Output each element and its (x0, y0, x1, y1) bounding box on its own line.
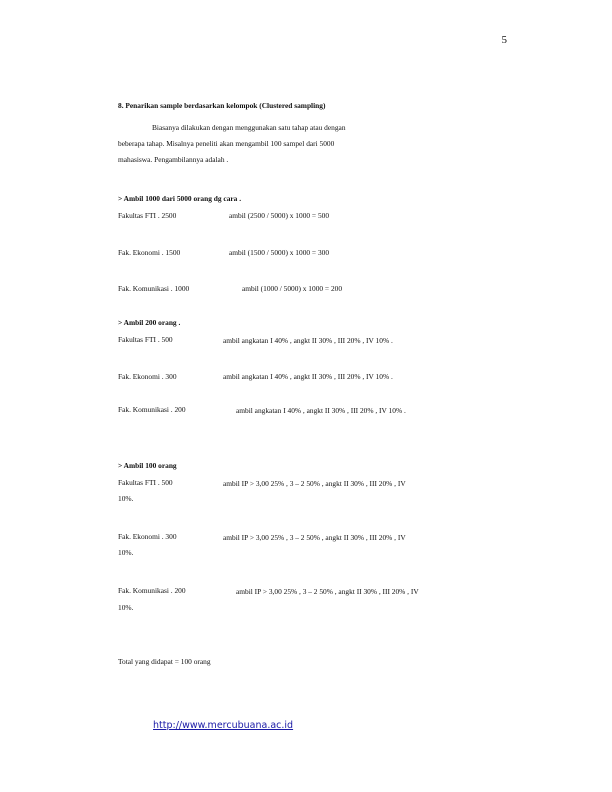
paragraph-line-2: beberapa tahap. Misalnya peneliti akan mengambil 100 sampel dari 5000 (118, 139, 335, 148)
section-heading: 8. Penarikan sample berdasarkan kelompok (Clustered sampling) (118, 101, 326, 110)
paragraph-line-3: mahasiswa. Pengambilannya adalah . (118, 155, 229, 164)
footer-link[interactable]: http://www.mercubuana.ac.id (153, 720, 294, 731)
step1-row-3-calc: ambil (1000 / 5000) x 1000 = 200 (242, 284, 343, 293)
step1-row-1-calc: ambil (2500 / 5000) x 1000 = 500 (229, 211, 330, 220)
paragraph-line-1: Biasanya dilakukan dengan menggunakan satu tahap atau dengan (152, 123, 346, 132)
step1-row-2-calc: ambil (1500 / 5000) x 1000 = 300 (229, 248, 330, 257)
step3-row-3-label: Fak. Komunikasi . 200 (118, 586, 186, 595)
step2-row-2-label: Fak. Ekonomi . 300 (118, 372, 177, 381)
step3-row-1-calc: ambil IP > 3,00 25% , 3 – 2 50% , angkt II 30% , III 20% , IV (223, 479, 406, 488)
step3-heading: > Ambil 100 orang (118, 461, 177, 470)
step3-row-2-calc: ambil IP > 3,00 25% , 3 – 2 50% , angkt II 30% , III 20% , IV (223, 533, 406, 542)
step2-row-3-calc: ambil angkatan I 40% , angkt II 30% , III 20% , IV 10% . (236, 406, 406, 415)
step2-heading: > Ambil 200 orang . (118, 318, 181, 327)
total-line: Total yang didapat = 100 orang (118, 657, 211, 666)
step2-row-1-calc: ambil angkatan I 40% , angkt II 30% , III 20% , IV 10% . (223, 336, 393, 345)
step2-row-1-label: Fakultas FTI . 500 (118, 335, 173, 344)
step3-row-2-wrap: 10%. (118, 548, 134, 557)
step1-row-1-label: Fakultas FTI . 2500 (118, 211, 177, 220)
step3-row-1-label: Fakultas FTI . 500 (118, 478, 173, 487)
step3-row-3-wrap: 10%. (118, 603, 134, 612)
step2-row-3-label: Fak. Komunikasi . 200 (118, 405, 186, 414)
step1-row-3-label: Fak. Komunikasi . 1000 (118, 284, 190, 293)
step3-row-3-calc: ambil IP > 3,00 25% , 3 – 2 50% , angkt II 30% , III 20% , IV (236, 587, 419, 596)
page-number: 5 (501, 34, 507, 46)
step3-row-1-wrap: 10%. (118, 494, 134, 503)
step2-row-2-calc: ambil angkatan I 40% , angkt II 30% , III 20% , IV 10% . (223, 372, 393, 381)
step1-heading: > Ambil 1000 dari 5000 orang dg cara . (118, 194, 242, 203)
step1-row-2-label: Fak. Ekonomi . 1500 (118, 248, 181, 257)
step3-row-2-label: Fak. Ekonomi . 300 (118, 532, 177, 541)
